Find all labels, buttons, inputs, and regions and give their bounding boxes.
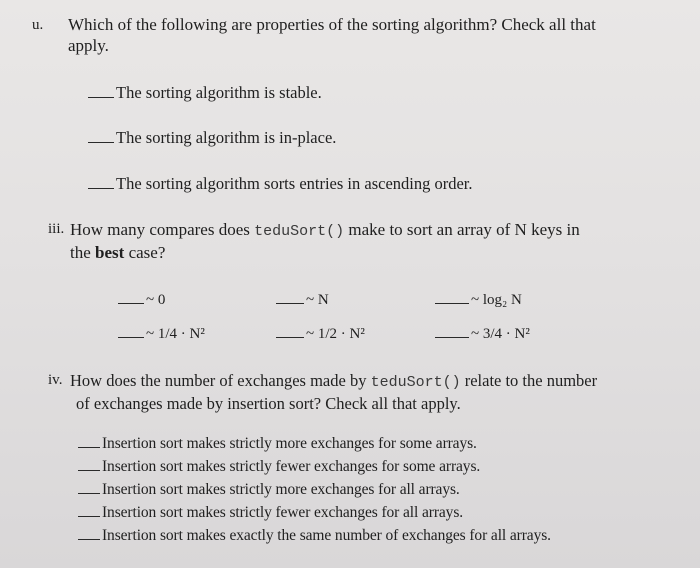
question-iii-line2: the best case? — [70, 243, 166, 262]
question-ii-text — [68, 14, 596, 56]
answer-blank[interactable] — [435, 289, 469, 304]
question-number-ii: u. — [32, 17, 44, 33]
choice-half-n2: ~ 1/2 · N² — [276, 323, 365, 343]
answer-blank[interactable] — [88, 83, 114, 98]
option-more-some: Insertion sort makes strictly more exchanges for some arrays. — [78, 433, 477, 453]
question-iii-text — [70, 219, 580, 263]
question-number-iv: iv. — [48, 372, 63, 388]
answer-blank[interactable] — [78, 456, 100, 471]
question-number-iii: iii. — [48, 221, 65, 237]
option-in-place: The sorting algorithm is in-place. — [88, 128, 336, 148]
answer-blank[interactable] — [78, 479, 100, 494]
question-iv-text — [70, 370, 597, 414]
option-more-all: Insertion sort makes strictly more exchanges for all arrays. — [78, 479, 460, 499]
answer-blank[interactable] — [118, 289, 144, 304]
option-fewer-some: Insertion sort makes strictly fewer exchanges for some arrays. — [78, 456, 480, 476]
choice-log: ~ log₂ N — [435, 289, 522, 309]
choice-linear: ~ N — [276, 289, 329, 309]
question-ii-line2: apply. — [68, 36, 109, 55]
question-iv-line1: How does the number of exchanges made by teduSort() relate to the number — [70, 371, 598, 391]
answer-blank[interactable] — [276, 289, 304, 304]
question-iii-line1: How many compares does teduSort() make to sort an array of N keys in — [70, 220, 580, 240]
option-fewer-all: Insertion sort makes strictly fewer exchanges for all arrays. — [78, 502, 463, 522]
question-iv-line2: of exchanges made by insertion sort? Check all that apply. — [76, 394, 461, 413]
answer-blank[interactable] — [78, 433, 100, 448]
option-same-all: Insertion sort makes exactly the same number of exchanges for all arrays. — [78, 525, 551, 545]
answer-blank[interactable] — [78, 525, 100, 540]
answer-blank[interactable] — [88, 174, 114, 189]
answer-blank[interactable] — [276, 323, 304, 338]
option-ascending: The sorting algorithm sorts entries in ascending order. — [88, 174, 473, 194]
question-ii-line1: Which of the following are properties of the sorting algorithm? Check all that — [68, 15, 596, 34]
choice-constant: ~ 0 — [118, 289, 165, 309]
answer-blank[interactable] — [78, 502, 100, 517]
answer-blank[interactable] — [88, 128, 114, 143]
choice-quarter-n2: ~ 1/4 · N² — [118, 323, 205, 343]
choice-three-quarter-n2: ~ 3/4 · N² — [435, 323, 530, 343]
option-stable: The sorting algorithm is stable. — [88, 83, 322, 103]
answer-blank[interactable] — [118, 323, 144, 338]
answer-blank[interactable] — [435, 323, 469, 338]
